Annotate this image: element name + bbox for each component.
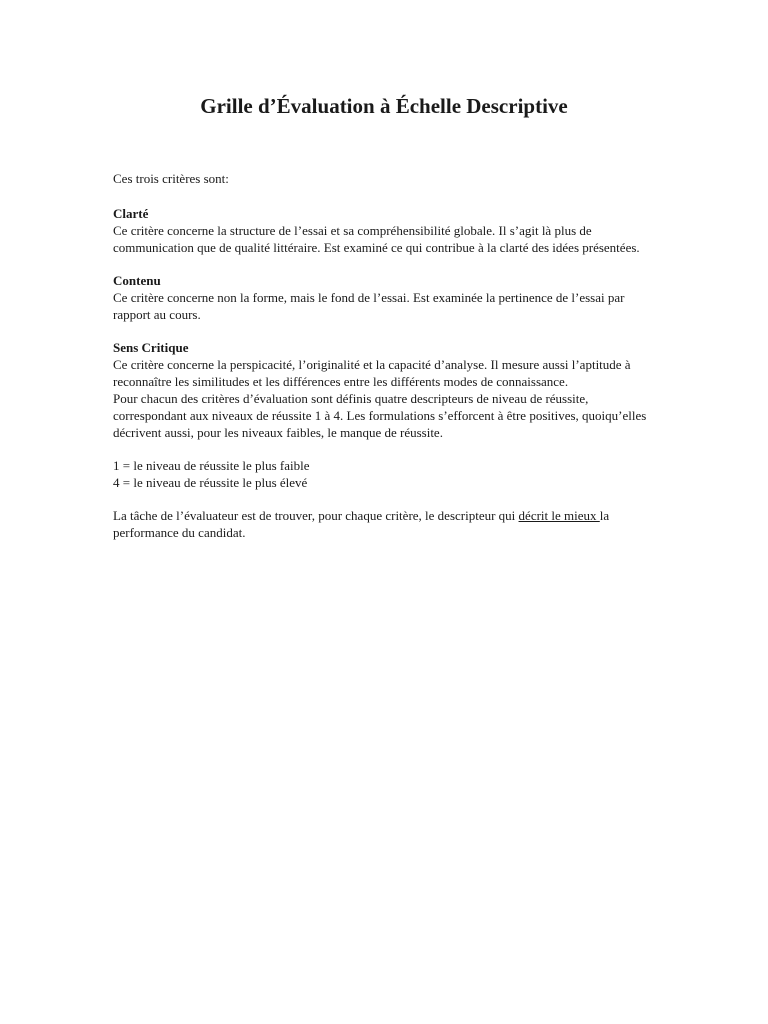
closing-before: La tâche de l’évaluateur est de trouver, pour chaque critère, le descripteur qui	[113, 508, 519, 523]
closing-underlined: décrit le mieux	[518, 508, 600, 523]
intro-text: Ces trois critères sont:	[113, 171, 229, 186]
section-contenu	[113, 272, 658, 323]
section-heading: Sens Critique	[113, 340, 189, 355]
section-text-continued: Pour chacun des critères d’évaluation sont définis quatre descripteurs de niveau de réussite, correspondant aux niveaux de réussite 1 à 4. Les formulations s’efforcent à être positives, quoiqu’elles décrivent aussi, pour les niveaux faibles, le manque de réussite.	[113, 391, 647, 440]
document-body	[113, 170, 658, 541]
section-heading: Clarté	[113, 206, 149, 221]
scale-list	[113, 457, 658, 491]
closing-after: la performance du candidat.	[113, 508, 610, 540]
section-text: Ce critère concerne la perspicacité, l’originalité et la capacité d’analyse. Il mesure aussi l’aptitude à reconnaître les similitudes et les différences entre les différents modes de connaissance.	[113, 357, 631, 389]
section-heading: Contenu	[113, 273, 161, 288]
page-title: Grille d’Évaluation à Échelle Descriptive	[200, 94, 568, 118]
scale-low: 1 = le niveau de réussite le plus faible	[113, 458, 310, 473]
closing-text	[113, 507, 658, 541]
scale-high: 4 = le niveau de réussite le plus élevé	[113, 475, 308, 490]
section-text: Ce critère concerne la structure de l’essai et sa compréhensibilité globale. Il s’agit là plus de communication que de qualité littéraire. Est examiné ce qui contribue à la clarté des idées présentées.	[113, 223, 640, 255]
section-sens-critique	[113, 339, 658, 441]
section-clarte	[113, 205, 658, 256]
section-text: Ce critère concerne non la forme, mais le fond de l’essai. Est examinée la pertinence de l’essai par rapport au cours.	[113, 290, 625, 322]
